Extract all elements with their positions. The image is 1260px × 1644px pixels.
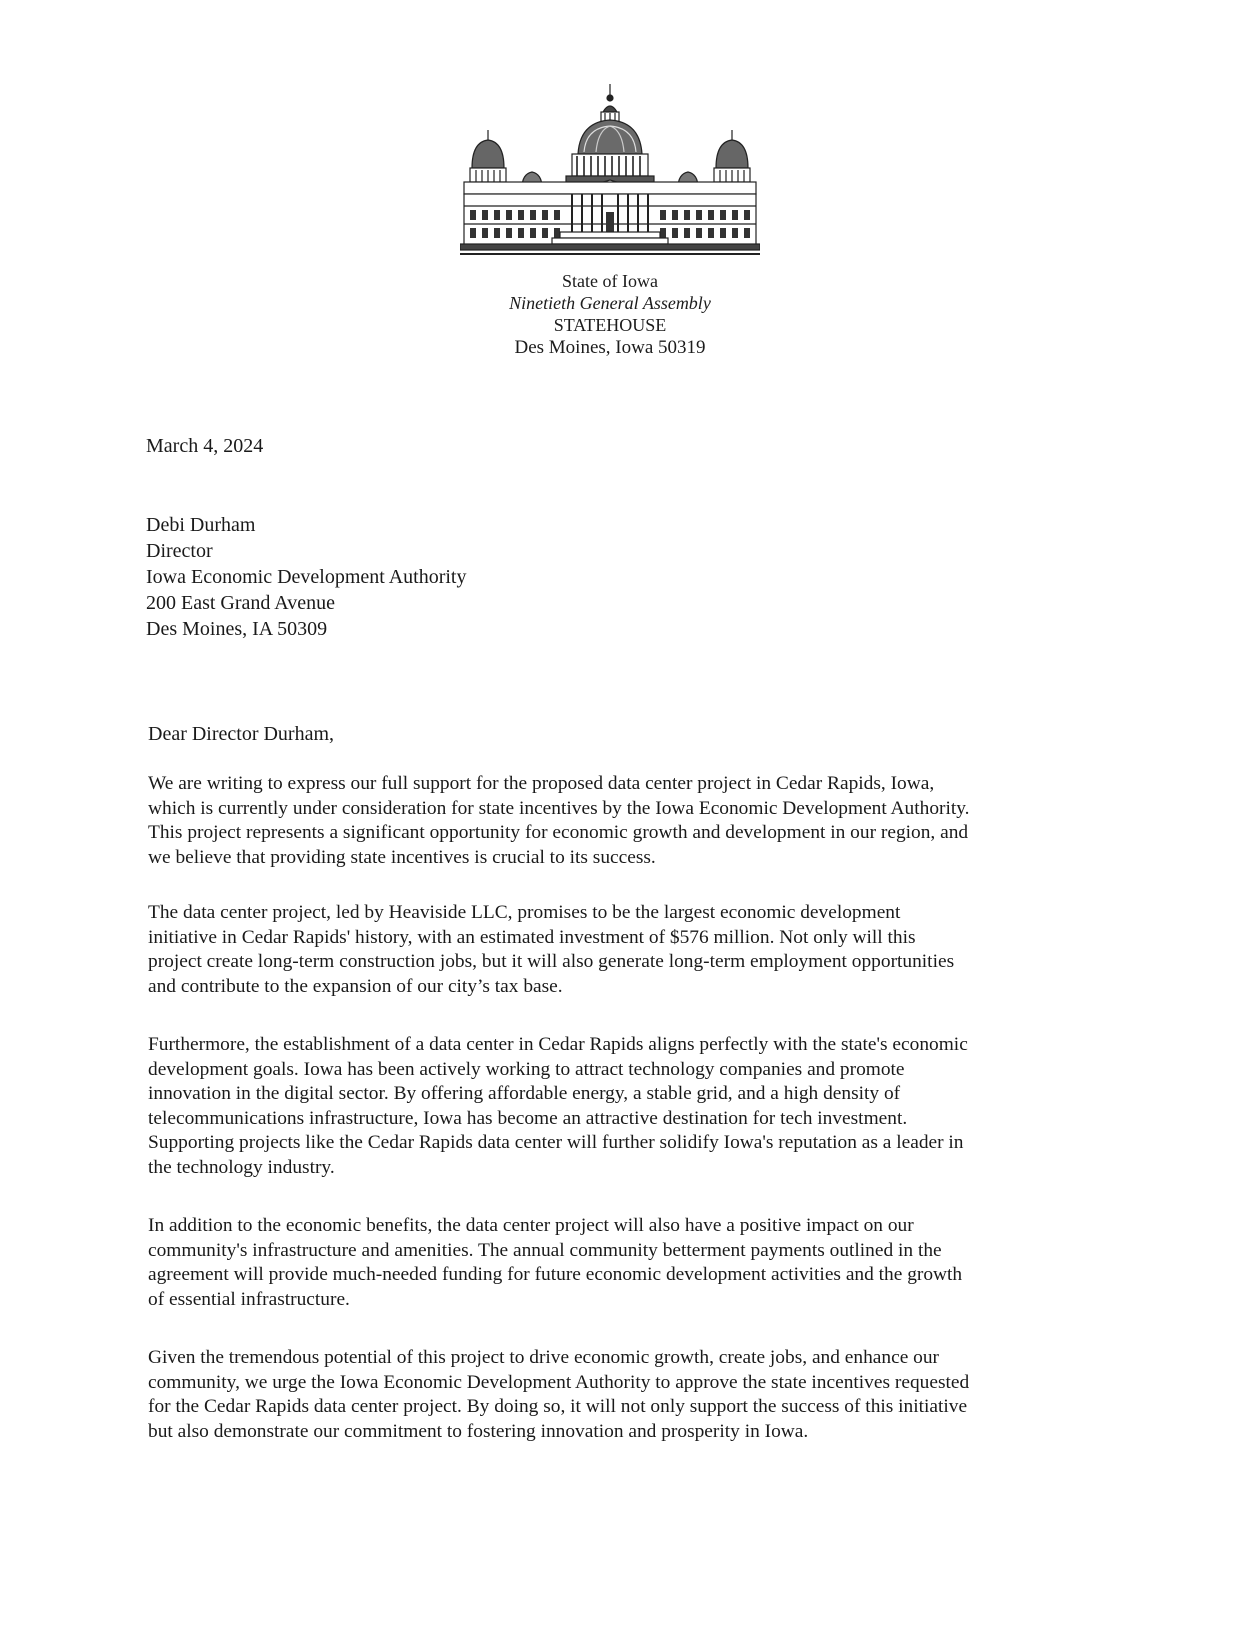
recipient-name: Debi Durham — [146, 514, 256, 536]
letterhead-address — [430, 270, 790, 360]
recipient-address — [146, 512, 466, 642]
paragraph-line: Furthermore, the establishment of a data center in Cedar Rapids aligns perfectly with the state's economic — [148, 1034, 968, 1055]
paragraph-line: agreement will provide much-needed funding for future economic development activities and the growth — [148, 1264, 963, 1286]
paragraph-line: development goals. Iowa has been actively working to attract technology companies and promote — [148, 1058, 905, 1080]
body-paragraph-2 — [148, 901, 1108, 999]
body-paragraph-5 — [148, 1346, 1108, 1444]
paragraph-line: which is currently under consideration for state incentives by the Iowa Economic Development Authority. — [148, 797, 970, 819]
letterhead-city: Des Moines, Iowa 50319 — [514, 337, 706, 358]
paragraph-line: we believe that providing state incentives is crucial to its success. — [148, 846, 656, 868]
capitol-building-illustration — [460, 82, 760, 272]
salutation: Dear Director Durham, — [148, 723, 335, 745]
letterhead-building: STATEHOUSE — [553, 315, 667, 335]
paragraph-line: and contribute to the expansion of our city’s tax base. — [148, 975, 563, 997]
paragraph-line: initiative in Cedar Rapids' history, with an estimated investment of $576 million. Not only will this — [148, 926, 916, 948]
recipient-title: Director — [146, 540, 213, 562]
letterhead-assembly: Ninetieth General Assembly — [509, 293, 711, 313]
paragraph-line: the technology industry. — [148, 1156, 335, 1178]
body-paragraph-3 — [148, 1033, 1108, 1181]
paragraph-line: Given the tremendous potential of this project to drive economic growth, create jobs, and enhance our — [148, 1347, 939, 1368]
letterhead-state: State of Iowa — [562, 271, 658, 291]
paragraph-line: of essential infrastructure. — [148, 1288, 350, 1310]
body-paragraph-4 — [148, 1214, 1108, 1312]
recipient-street: 200 East Grand Avenue — [146, 592, 336, 614]
paragraph-line: project create long-term construction jobs, but it will also generate long-term employment opportunities — [148, 951, 955, 973]
body-paragraph-1 — [148, 772, 1108, 870]
paragraph-line: We are writing to express our full support for the proposed data center project in Cedar Rapids, Iowa, — [148, 773, 935, 794]
recipient-organization: Iowa Economic Development Authority — [146, 566, 467, 588]
paragraph-line: telecommunications infrastructure, Iowa has become an attractive destination for tech investment. — [148, 1107, 908, 1129]
paragraph-line: innovation in the digital sector. By offering affordable energy, a stable grid, and a high density of — [148, 1083, 901, 1105]
paragraph-line: The data center project, led by Heaviside LLC, promises to be the largest economic development — [148, 902, 901, 923]
capitol-icon — [460, 82, 760, 272]
paragraph-line: This project represents a significant opportunity for economic growth and development in our region, and — [148, 822, 969, 844]
paragraph-line: Supporting projects like the Cedar Rapids data center will further solidify Iowa's reputation as a leader in — [148, 1132, 964, 1154]
paragraph-line: In addition to the economic benefits, the data center project will also have a positive impact on our — [148, 1215, 914, 1236]
paragraph-line: but also demonstrate our commitment to fostering innovation and prosperity in Iowa. — [148, 1420, 809, 1442]
letter-date: March 4, 2024 — [146, 435, 264, 457]
paragraph-line: community's infrastructure and amenities. The annual community betterment payments outlined in the — [148, 1239, 942, 1261]
recipient-city: Des Moines, IA 50309 — [146, 618, 328, 640]
paragraph-line: community, we urge the Iowa Economic Development Authority to approve the state incentives requested — [148, 1371, 970, 1393]
paragraph-line: for the Cedar Rapids data center project. By doing so, it will not only support the success of this initiative — [148, 1396, 968, 1418]
